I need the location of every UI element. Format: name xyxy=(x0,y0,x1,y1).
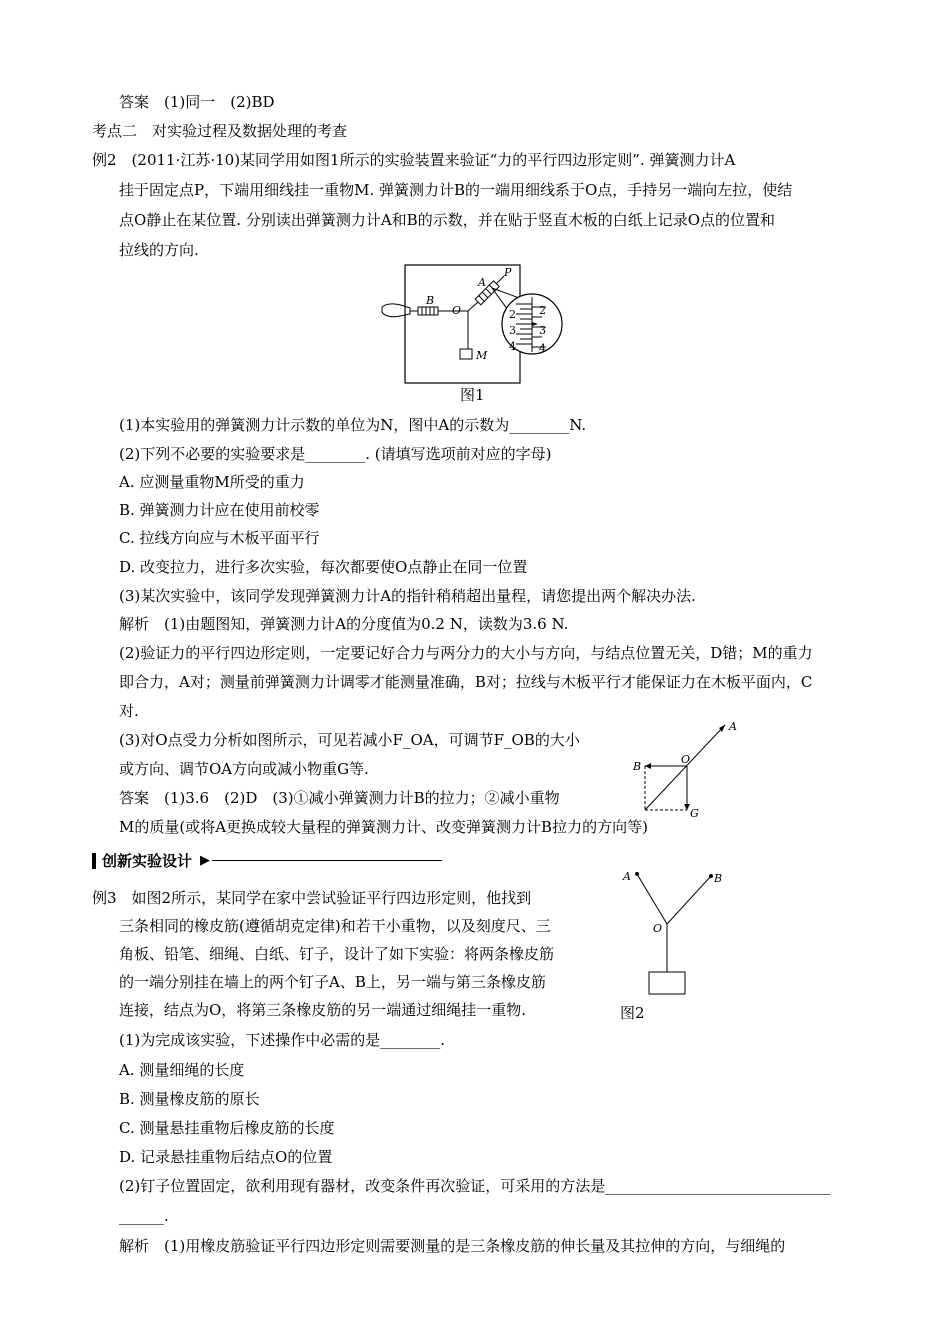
scale-right-3: 3 xyxy=(539,324,546,337)
analysis-line-4: 对. xyxy=(119,702,139,720)
option-d: D. 改变拉力，进行多次实验，每次都要使O点静止在同一位置 xyxy=(119,558,528,576)
scale-left-2: 2 xyxy=(509,308,516,321)
figure-1-caption: 图1 xyxy=(460,386,485,404)
analysis-line-2: (2)验证力的平行四边形定则，一定要记好合力与两分力的大小与方向，与结点位置无关，D错；M的重力 xyxy=(119,644,813,662)
example2-line-3: 点O静止在某位置. 分别读出弹簧测力计A和B的示数，并在贴于竖直木板的白纸上记录O点的位置和 xyxy=(119,211,775,229)
scale-left-4: 4 xyxy=(509,340,516,353)
answer-line-3: M的质量(或将A更换成较大量程的弹簧测力计、改变弹簧测力计B拉力的方向等) xyxy=(119,818,648,836)
example2-line-1: 例2 (2011·江苏·10)某同学用如图1所示的实验装置来验证“力的平行四边形定则”. 弹簧测力计A xyxy=(92,151,736,169)
question-3: (3)某次实验中，该同学发现弹簧测力计A的指针稍稍超出量程，请您提出两个解决办法. xyxy=(119,587,696,605)
answer-line-1: 答案 (1)同一 (2)BD xyxy=(119,93,275,111)
option-c: C. 拉线方向应与木板平面平行 xyxy=(119,529,320,547)
analysis-line-5: (3)对O点受力分析如图所示，可见若减小F_OA，可调节F_OB的大小 xyxy=(119,731,580,749)
label-o: O xyxy=(452,304,462,317)
ex3-question-2: (2)钉子位置固定，欲利用现有器材，改变条件再次验证，可采用的方法是______________________________ xyxy=(119,1177,831,1195)
analysis-line-3: 即合力，A对；测量前弹簧测力计调零才能测量准确，B对；拉线与木板平行才能保证力在木板平面内，C xyxy=(119,673,813,691)
example2-line-4: 拉线的方向. xyxy=(119,241,199,259)
force-label-o: O xyxy=(681,753,691,766)
figure-2-diagram xyxy=(615,862,725,997)
force-label-b: B xyxy=(633,760,642,773)
fig2-label-a: A xyxy=(623,870,631,883)
label-p: P xyxy=(504,266,512,279)
ex3-question-2-cont: ______. xyxy=(119,1207,169,1225)
analysis-line-1: 解析 (1)由题图知，弹簧测力计A的分度值为0.2 N，读数为3.6 N. xyxy=(119,615,569,633)
example2-line-2: 挂于固定点P，下端用细线挂一重物M. 弹簧测力计B的一端用细线系于O点，手持另一端向左拉，使结 xyxy=(119,181,793,199)
example3-line-2: 三条相同的橡皮筋(遵循胡克定律)和若干小重物，以及刻度尺、三 xyxy=(119,917,551,935)
section-title: 创新实验设计 xyxy=(102,852,193,870)
label-a: A xyxy=(478,276,486,289)
option-b: B. 弹簧测力计应在使用前校零 xyxy=(119,501,320,519)
question-1: (1)本实验用的弹簧测力计示数的单位为N，图中A的示数为________N. xyxy=(119,416,587,434)
section-heading-2: 考点二 对实验过程及数据处理的考查 xyxy=(92,122,348,140)
ex3-option-a: A. 测量细绳的长度 xyxy=(119,1061,245,1079)
arrow-icon: ▶ xyxy=(200,853,211,868)
figure-2-caption: 图2 xyxy=(620,1004,645,1022)
ex3-question-1: (1)为完成该实验，下述操作中必需的是________. xyxy=(119,1031,446,1049)
ex3-option-c: C. 测量悬挂重物后橡皮筋的长度 xyxy=(119,1119,335,1137)
analysis-line-6: 或方向、调节OA方向或减小物重G等. xyxy=(119,760,369,778)
scale-right-2: 2 xyxy=(539,304,546,317)
example3-line-5: 连接，结点为O，将第三条橡皮筋的另一端通过细绳挂一重物. xyxy=(119,1001,527,1019)
ex3-analysis-line-1: 解析 (1)用橡皮筋验证平行四边形定则需要测量的是三条橡皮筋的伸长量及其拉伸的方向，与细绳的 xyxy=(119,1237,786,1255)
example3-line-1: 例3 如图2所示，某同学在家中尝试验证平行四边形定则，他找到 xyxy=(92,889,532,907)
scale-left-3: 3 xyxy=(509,324,516,337)
force-diagram xyxy=(625,715,745,820)
option-a: A. 应测量重物M所受的重力 xyxy=(119,473,305,491)
ex3-option-d: D. 记录悬挂重物后结点O的位置 xyxy=(119,1148,333,1166)
example3-line-3: 角板、铅笔、细绳、白纸、钉子，设计了如下实验：将两条橡皮筋 xyxy=(119,945,555,963)
fig2-label-o: O xyxy=(653,922,663,935)
example3-line-4: 的一端分别挂在墙上的两个钉子A、B上，另一端与第三条橡皮筋 xyxy=(119,973,546,991)
scale-right-4: 4 xyxy=(539,342,546,355)
fig2-label-b: B xyxy=(714,872,723,885)
section-banner xyxy=(92,850,442,871)
force-label-g: G xyxy=(690,807,699,820)
figure-1-apparatus xyxy=(380,262,570,390)
question-2: (2)下列不必要的实验要求是________. (请填写选项前对应的字母) xyxy=(119,445,552,463)
answer-line-2: 答案 (1)3.6 (2)D (3)①减小弹簧测力计B的拉力；②减小重物 xyxy=(119,789,560,807)
force-label-a: A xyxy=(729,720,737,733)
label-b: B xyxy=(426,294,435,307)
ex3-option-b: B. 测量橡皮筋的原长 xyxy=(119,1090,260,1108)
label-m: M xyxy=(476,349,488,362)
